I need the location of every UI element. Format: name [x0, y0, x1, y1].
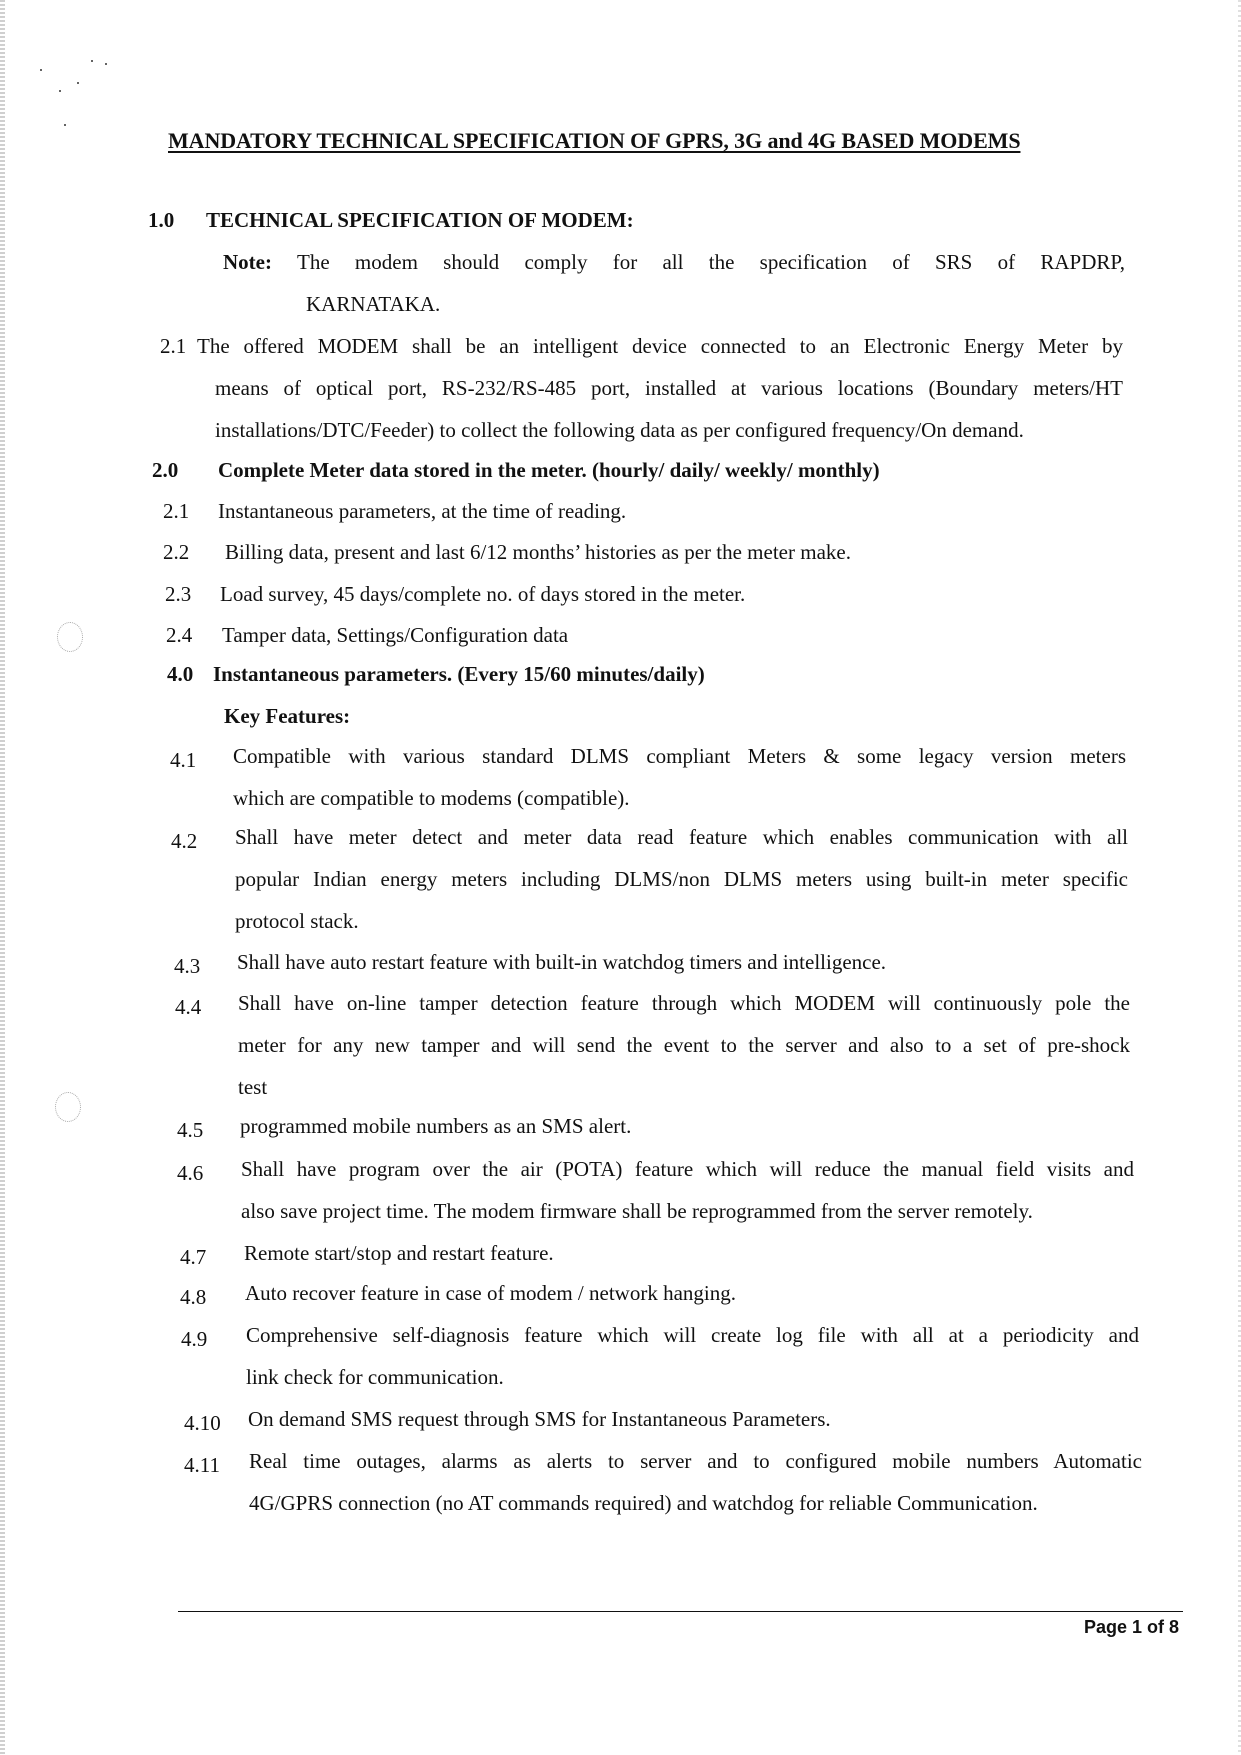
scan-speck	[59, 90, 61, 92]
scan-edge-left	[0, 0, 5, 1755]
document-title: MANDATORY TECHNICAL SPECIFICATION OF GPRS, 3G and 4G BASED MODEMS	[168, 128, 1021, 153]
page-number: Page 1 of 8	[1083, 1617, 1179, 1637]
note-label: Note:	[223, 250, 272, 274]
footer-divider	[178, 1611, 1183, 1612]
section-subheading: Key Features:	[224, 704, 351, 728]
list-item: Compatible with various standard DLMS compliant Meters & some legacy version meters	[233, 744, 1126, 768]
section-heading: TECHNICAL SPECIFICATION OF MODEM:	[206, 208, 634, 232]
item-number: 4.4	[175, 995, 202, 1019]
list-item-cont: which are compatible to modems (compatible).	[233, 786, 630, 810]
item-number: 4.1	[170, 748, 197, 772]
item-number: 4.8	[180, 1285, 207, 1309]
intro-text: The offered MODEM shall be an intelligent device connected to an Electronic Energy Meter by	[197, 334, 1123, 358]
item-number: 4.6	[177, 1161, 204, 1185]
list-item: programmed mobile numbers as an SMS alert.	[240, 1114, 632, 1138]
list-item: On demand SMS request through SMS for Instantaneous Parameters.	[248, 1407, 831, 1431]
punch-hole-mark	[57, 622, 83, 652]
item-number: 2.2	[163, 540, 190, 564]
section-heading: Instantaneous parameters. (Every 15/60 minutes/daily)	[213, 662, 705, 686]
scan-speck	[105, 63, 107, 65]
list-item-cont: also save project time. The modem firmware shall be reprogrammed from the server remotely.	[241, 1199, 1033, 1223]
list-item-cont: 4G/GPRS connection (no AT commands required) and watchdog for reliable Communication.	[249, 1491, 1038, 1515]
item-number: 4.3	[174, 954, 201, 978]
item-number: 4.9	[181, 1327, 208, 1351]
section-number: 1.0	[148, 208, 175, 232]
list-item: Instantaneous parameters, at the time of reading.	[218, 499, 627, 523]
item-number: 4.10	[184, 1411, 221, 1435]
list-item-cont: protocol stack.	[235, 909, 359, 933]
item-number: 4.2	[171, 829, 198, 853]
section-number: 4.0	[167, 662, 194, 686]
list-item: Real time outages, alarms as alerts to server and to configured mobile numbers Automatic	[249, 1449, 1142, 1473]
list-item: Shall have program over the air (POTA) feature which will reduce the manual field visits and	[241, 1157, 1134, 1181]
note-text-cont: KARNATAKA.	[306, 292, 441, 316]
section-number: 2.0	[152, 458, 179, 482]
punch-hole-mark	[55, 1092, 81, 1122]
item-number: 2.1	[163, 499, 190, 523]
list-item-cont: popular Indian energy meters including DLMS/non DLMS meters using built-in meter specific	[235, 867, 1128, 891]
intro-text-cont: means of optical port, RS-232/RS-485 port, installed at various locations (Boundary meters/HT	[215, 376, 1123, 400]
list-item: Tamper data, Settings/Configuration data	[222, 623, 569, 647]
list-item: Auto recover feature in case of modem / network hanging.	[245, 1281, 736, 1305]
scan-speck	[40, 69, 42, 71]
scan-speck	[77, 82, 79, 84]
note-text: The modem should comply for all the specification of SRS of RAPDRP,	[297, 250, 1125, 274]
list-item-cont: link check for communication.	[246, 1365, 504, 1389]
list-item: Shall have on-line tamper detection feature through which MODEM will continuously pole the	[238, 991, 1130, 1015]
scan-speck	[91, 60, 93, 62]
list-item: Comprehensive self-diagnosis feature which will create log file with all at a periodicity and	[246, 1323, 1139, 1347]
list-item-cont: meter for any new tamper and will send the event to the server and also to a set of pre-shock	[238, 1033, 1130, 1057]
list-item: Shall have meter detect and meter data read feature which enables communication with all	[235, 825, 1128, 849]
item-number: 4.11	[184, 1453, 220, 1477]
list-item: Shall have auto restart feature with built-in watchdog timers and intelligence.	[237, 950, 887, 974]
list-item: Load survey, 45 days/complete no. of days stored in the meter.	[220, 582, 746, 606]
section-heading: Complete Meter data stored in the meter. (hourly/ daily/ weekly/ monthly)	[218, 458, 880, 482]
item-number: 4.7	[180, 1245, 207, 1269]
scan-speck	[64, 124, 66, 126]
item-number: 4.5	[177, 1118, 204, 1142]
intro-text-cont: installations/DTC/Feeder) to collect the following data as per configured frequency/On demand.	[215, 418, 1024, 442]
item-number: 2.4	[166, 623, 193, 647]
item-number: 2.3	[165, 582, 192, 606]
list-item: Remote start/stop and restart feature.	[244, 1241, 554, 1265]
list-item-cont: test	[238, 1075, 268, 1099]
intro-number: 2.1	[160, 334, 187, 358]
list-item: Billing data, present and last 6/12 months’ histories as per the meter make.	[225, 540, 851, 564]
